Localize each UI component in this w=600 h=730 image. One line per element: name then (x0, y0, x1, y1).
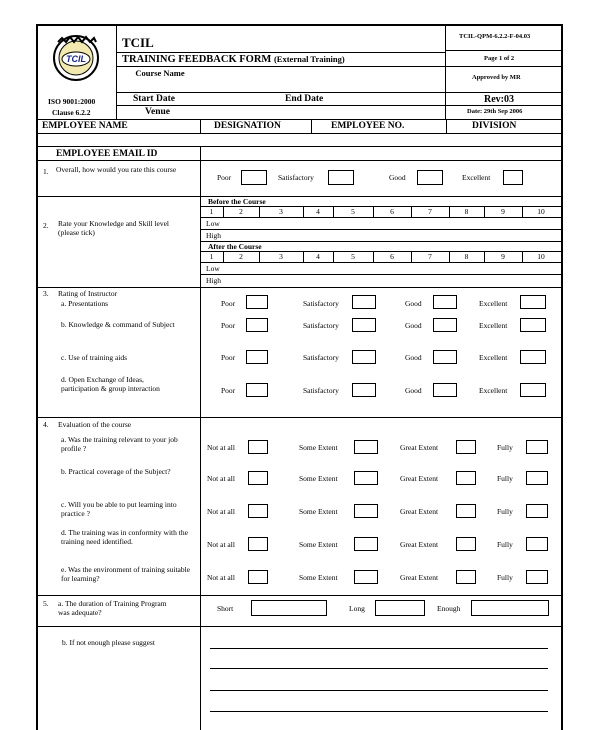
q2-after-scale-2[interactable]: 2 (239, 252, 243, 261)
form-title-main: TRAINING FEEDBACK FORM (122, 54, 272, 65)
q2-a-div-9 (522, 251, 523, 262)
q3a-opt-excellent: Excellent (479, 299, 508, 308)
q3b-opt-satisfactory: Satisfactory (303, 321, 339, 330)
course-name-text: Course Name (135, 68, 185, 78)
email-col-div (200, 146, 201, 161)
q2-b-div-7 (449, 206, 450, 217)
q3a-checkbox-good[interactable] (433, 295, 457, 309)
q2-b-div-4 (333, 206, 334, 217)
q4-item-a: a. Was the training relevant to your job profile ? (61, 435, 178, 453)
q2-after-low-rule (200, 274, 561, 275)
q5-item-b: b. If not enough please suggest (62, 638, 155, 647)
q3a-opt-satisfactory: Satisfactory (303, 299, 339, 308)
q2-after-scale-6[interactable]: 6 (390, 252, 394, 261)
q4c-opt-some-extent: Some Extent (299, 507, 338, 516)
q2-before-scale-7[interactable]: 7 (428, 207, 432, 216)
q4-item-d: d. The training was in conformity with the training need identified. (61, 528, 188, 546)
q3d-checkbox-satisfactory[interactable] (352, 383, 376, 397)
q2-a-div-1 (223, 251, 224, 262)
q1-checkbox-poor[interactable] (241, 170, 267, 185)
frame-right-border (561, 24, 563, 730)
header-rule-1 (116, 52, 445, 53)
q2-before-high: High (206, 231, 221, 240)
q2-after-scale-8[interactable]: 8 (464, 252, 469, 261)
q5-opt-enough: Enough (437, 604, 461, 613)
q3-title: Rating of Instructor (58, 289, 118, 298)
q3b-opt-poor: Poor (221, 321, 236, 330)
page-number: Page 1 of 2 (484, 55, 515, 62)
q4b-checkbox-great-extent[interactable] (456, 471, 476, 485)
q4d-checkbox-great-extent[interactable] (456, 537, 476, 551)
company-name: TCIL (122, 35, 154, 50)
q2-b-div-2 (259, 206, 260, 217)
q2-before-scale-8[interactable]: 8 (464, 207, 469, 216)
email-label: EMPLOYEE EMAIL ID (56, 149, 158, 159)
q2-before-low-rule (200, 229, 561, 230)
q1-opt-good: Good (389, 173, 406, 182)
q2-b-div-5 (373, 206, 374, 217)
q2-b-div-9 (522, 206, 523, 217)
revision: Rev:03 (484, 94, 514, 105)
q2-after-high: High (206, 276, 221, 285)
q2-number: 2. (43, 221, 49, 230)
q1-opt-excellent: Excellent (462, 173, 491, 182)
q2-before-label: Before the Course (208, 197, 266, 206)
emp-row-rule-2 (36, 146, 563, 147)
q2-a-div-8 (484, 251, 485, 262)
q2-before-low: Low (206, 219, 220, 228)
q5-number: 5. (43, 599, 49, 608)
q3b-opt-good: Good (405, 321, 422, 330)
q4e-checkbox-some-extent[interactable] (354, 570, 378, 584)
q2-before-scale-1[interactable]: 1 (209, 207, 214, 216)
q2-before-scale-3[interactable]: 3 (279, 207, 283, 216)
q1-checkbox-excellent[interactable] (503, 170, 523, 185)
header-right-rule-4 (445, 105, 561, 106)
q2-after-low: Low (206, 264, 220, 273)
q2-b-div-6 (411, 206, 412, 217)
issue-date: Date: 29th Sep 2006 (467, 108, 523, 115)
frame-left-border (36, 24, 38, 730)
q2-after-scale-rule (200, 262, 561, 263)
q4b-checkbox-not-at-all[interactable] (248, 471, 268, 485)
q3c-opt-good: Good (405, 353, 422, 362)
q4d-checkbox-fully[interactable] (526, 537, 548, 551)
q5-checkbox-enough[interactable] (471, 600, 549, 616)
q4e-opt-great-extent: Great Extent (400, 573, 439, 582)
q3a-opt-poor: Poor (221, 299, 236, 308)
email-row-rule (36, 160, 563, 161)
q3-item-d: d. Open Exchange of Ideas, participation & group interaction (61, 375, 160, 393)
q2-after-scale-5[interactable]: 5 (351, 252, 355, 261)
logo-emblem-icon (48, 28, 104, 84)
q2-before-scale-2[interactable]: 2 (239, 207, 243, 216)
q1-opt-satisfactory: Satisfactory (278, 173, 314, 182)
q3d-opt-satisfactory: Satisfactory (303, 386, 339, 395)
q4b-opt-great-extent: Great Extent (400, 474, 439, 483)
q4c-opt-great-extent: Great Extent (400, 507, 439, 516)
iso-label: ISO 9001:2000 (48, 97, 96, 106)
end-date-label: End Date (285, 94, 324, 104)
q2-a-div-7 (449, 251, 450, 262)
q2-after-scale-7[interactable]: 7 (428, 252, 432, 261)
q2-bottom-rule (36, 287, 563, 288)
q4c-checkbox-great-extent[interactable] (456, 504, 476, 518)
svg-text:TCIL: TCIL (66, 54, 86, 64)
q4a-checkbox-some-extent[interactable] (354, 440, 378, 454)
doc-code: TCIL-QPM-6.2.2-F-04.03 (459, 33, 531, 40)
q3a-opt-good: Good (405, 299, 422, 308)
q2-after-label: After the Course (208, 242, 262, 251)
q2-a-div-4 (333, 251, 334, 262)
q3a-checkbox-satisfactory[interactable] (352, 295, 376, 309)
q3b-opt-excellent: Excellent (479, 321, 508, 330)
q2-b-div-3 (303, 206, 304, 217)
q4-item-c: c. Will you be able to put learning into practice ? (61, 500, 177, 518)
q5-opt-short: Short (217, 604, 234, 613)
q4e-opt-fully: Fully (497, 573, 513, 582)
header-rule-3 (116, 92, 445, 93)
q5a-bottom-rule (36, 626, 563, 627)
q5-checkbox-long[interactable] (375, 600, 425, 616)
q4e-opt-not-at-all: Not at all (207, 573, 235, 582)
q2-after-scale-10[interactable]: 10 (537, 252, 545, 261)
emp-col-div-3 (446, 119, 447, 133)
header-right-rule-2 (445, 66, 561, 67)
q4e-checkbox-not-at-all[interactable] (248, 570, 268, 584)
approved-by: Approved by MR (472, 74, 521, 81)
q2-after-scale-4[interactable]: 4 (316, 252, 320, 261)
q2-before-scale-4[interactable]: 4 (316, 207, 320, 216)
employee-no-label: EMPLOYEE NO. (331, 121, 405, 131)
q2-before-scale-rule (200, 217, 561, 218)
emp-row-rule-1 (36, 133, 563, 134)
form-title (122, 55, 345, 66)
q3c-checkbox-excellent[interactable] (520, 350, 546, 364)
q4a-opt-fully: Fully (497, 443, 513, 452)
q3c-opt-excellent: Excellent (479, 353, 508, 362)
q2-before-scale (200, 206, 561, 217)
q3c-opt-satisfactory: Satisfactory (303, 353, 339, 362)
emp-col-div-2 (311, 119, 312, 133)
header-bottom-rule (36, 119, 563, 120)
q2-b-div-1 (223, 206, 224, 217)
q4a-opt-great-extent: Great Extent (400, 443, 439, 452)
q3d-checkbox-poor[interactable] (246, 383, 268, 397)
q3c-opt-poor: Poor (221, 353, 236, 362)
q4a-opt-some-extent: Some Extent (299, 443, 338, 452)
suggestion-line-1[interactable] (210, 648, 548, 649)
q3d-checkbox-excellent[interactable] (520, 383, 546, 397)
suggestion-line-2[interactable] (210, 668, 548, 669)
header-rule-4 (116, 105, 445, 106)
q1-checkbox-satisfactory[interactable] (328, 170, 354, 185)
q3d-opt-poor: Poor (221, 386, 236, 395)
header-right-rule-3 (445, 92, 561, 93)
q4d-checkbox-some-extent[interactable] (354, 537, 378, 551)
emp-col-div-1 (200, 119, 201, 133)
q3b-checkbox-poor[interactable] (246, 318, 268, 332)
q3a-checkbox-poor[interactable] (246, 295, 268, 309)
header-rule-2 (116, 66, 445, 67)
form-title-sub: (External Training) (273, 54, 345, 64)
q3-item-a: a. Presentations (61, 299, 109, 308)
q4-item-b: b. Practical coverage of the Subject? (61, 467, 171, 476)
employee-name-label: EMPLOYEE NAME (42, 121, 128, 131)
q2-after-scale-1[interactable]: 1 (209, 252, 214, 261)
q3b-checkbox-good[interactable] (433, 318, 457, 332)
q4e-opt-some-extent: Some Extent (299, 573, 338, 582)
q2-after-scale-3[interactable]: 3 (279, 252, 283, 261)
q2-before-scale-10[interactable]: 10 (537, 207, 545, 216)
suggestion-line-3[interactable] (210, 690, 548, 691)
division-label: DIVISION (472, 121, 517, 131)
q5-checkbox-short[interactable] (251, 600, 327, 616)
designation-label: DESIGNATION (214, 121, 281, 131)
q3b-checkbox-excellent[interactable] (520, 318, 546, 332)
q2-before-scale-9[interactable]: 9 (501, 207, 505, 216)
q4b-opt-not-at-all: Not at all (207, 474, 235, 483)
q5-opt-long: Long (349, 604, 365, 613)
q3d-opt-excellent: Excellent (479, 386, 508, 395)
q4c-opt-not-at-all: Not at all (207, 507, 235, 516)
q4-number: 4. (43, 420, 49, 429)
q3b-checkbox-satisfactory[interactable] (352, 318, 376, 332)
q4c-checkbox-not-at-all[interactable] (248, 504, 268, 518)
q4d-opt-some-extent: Some Extent (299, 540, 338, 549)
q3d-opt-good: Good (405, 386, 422, 395)
q3-bottom-rule (36, 417, 563, 418)
q4a-opt-not-at-all: Not at all (207, 443, 235, 452)
q4a-checkbox-great-extent[interactable] (456, 440, 476, 454)
course-name-label (130, 69, 190, 79)
q3-item-c: c. Use of training aids (61, 353, 128, 362)
q4b-opt-fully: Fully (497, 474, 513, 483)
q3d-checkbox-good[interactable] (433, 383, 457, 397)
suggestion-line-4[interactable] (210, 711, 548, 712)
q3-number: 3. (43, 289, 49, 298)
clause-label: Clause 6.2.2 (52, 108, 91, 117)
q2-before-scale-5[interactable]: 5 (351, 207, 355, 216)
q4b-checkbox-fully[interactable] (526, 471, 548, 485)
q3c-checkbox-poor[interactable] (246, 350, 268, 364)
q1-opt-poor: Poor (217, 173, 232, 182)
q1-number: 1. (43, 167, 49, 176)
company-logo (48, 28, 104, 84)
q4a-checkbox-not-at-all[interactable] (248, 440, 268, 454)
q1-checkbox-good[interactable] (417, 170, 443, 185)
q2-a-div-6 (411, 251, 412, 262)
q2-before-scale-6[interactable]: 6 (390, 207, 394, 216)
q3a-checkbox-excellent[interactable] (520, 295, 546, 309)
q4-item-e: e. Was the environment of training suitable for learning? (61, 565, 191, 583)
q1-text: Overall, how would you rate this course (56, 165, 177, 174)
q4c-opt-fully: Fully (497, 507, 513, 516)
q3-item-b: b. Knowledge & command of Subject (61, 320, 175, 329)
q2-a-div-2 (259, 251, 260, 262)
q2-after-scale-9[interactable]: 9 (501, 252, 505, 261)
q4c-checkbox-some-extent[interactable] (354, 504, 378, 518)
header-right-rule-1 (445, 50, 561, 51)
q1-bottom-rule (36, 196, 563, 197)
q4d-checkbox-not-at-all[interactable] (248, 537, 268, 551)
q2-b-div-8 (484, 206, 485, 217)
q2-a-div-3 (303, 251, 304, 262)
q2-text: Rate your Knowledge and Skill level (please tick) (58, 219, 170, 237)
q3c-checkbox-good[interactable] (433, 350, 457, 364)
q4e-checkbox-great-extent[interactable] (456, 570, 476, 584)
q3c-checkbox-satisfactory[interactable] (352, 350, 376, 364)
venue-label: Venue (145, 107, 170, 117)
start-date-label: Start Date (133, 94, 175, 104)
q4-bottom-rule (36, 595, 563, 596)
q4d-opt-great-extent: Great Extent (400, 540, 439, 549)
q4d-opt-fully: Fully (497, 540, 513, 549)
q2-a-div-5 (373, 251, 374, 262)
q4b-opt-some-extent: Some Extent (299, 474, 338, 483)
q4e-checkbox-fully[interactable] (526, 570, 548, 584)
q2-after-scale (200, 251, 561, 262)
question-col-divider (200, 160, 201, 730)
q4c-checkbox-fully[interactable] (526, 504, 548, 518)
q4b-checkbox-some-extent[interactable] (354, 471, 378, 485)
q4d-opt-not-at-all: Not at all (207, 540, 235, 549)
q5-item-a: a. The duration of Training Program was adequate? (58, 599, 167, 617)
q4-title: Evaluation of the course (58, 420, 132, 429)
q4a-checkbox-fully[interactable] (526, 440, 548, 454)
